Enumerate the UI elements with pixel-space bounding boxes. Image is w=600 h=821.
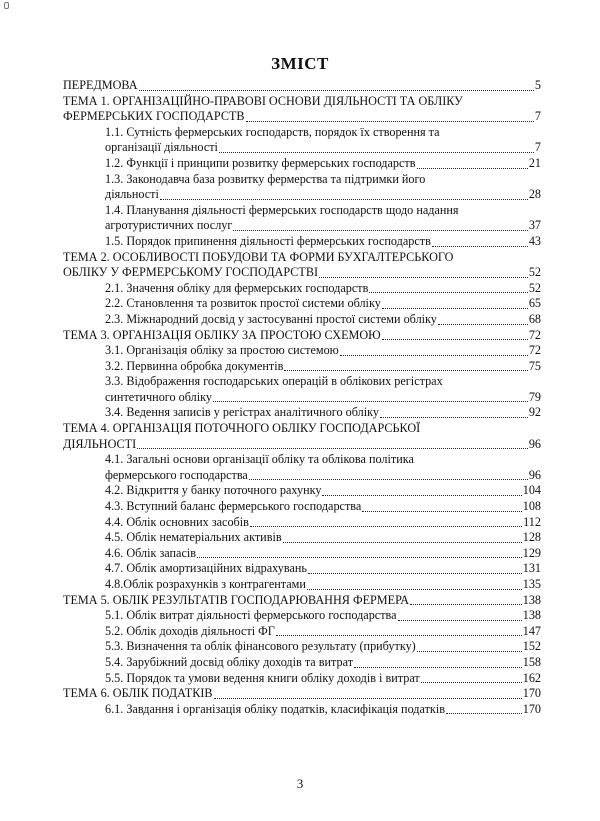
dot-leader — [382, 308, 528, 309]
toc-page-number: 131 — [522, 561, 541, 576]
toc-entry-text: 4.5. Облік нематеріальних активів — [105, 530, 282, 545]
toc-entry-text: фермерського господарства — [105, 467, 248, 482]
dot-leader — [283, 542, 522, 543]
toc-entry — [105, 374, 541, 405]
toc-page-number: 158 — [522, 654, 541, 669]
toc-entry — [63, 593, 541, 609]
toc-entry-text: ДІЯЛЬНОСТІ — [63, 436, 137, 451]
toc-entry — [63, 94, 541, 125]
toc-entry-text: 1.1. Сутність фермерських господарств, порядок їх створення та — [105, 124, 440, 139]
toc-page-number: 96 — [528, 467, 541, 482]
toc-entry-row — [63, 78, 541, 94]
toc-page-number: 104 — [522, 483, 541, 498]
toc-entry-row — [105, 312, 541, 328]
toc-page-number: 138 — [522, 608, 541, 623]
dot-leader — [398, 620, 522, 621]
toc-entry-row — [63, 437, 541, 453]
toc-entry-row — [105, 639, 541, 655]
dot-leader — [417, 651, 522, 652]
dot-leader — [354, 667, 522, 668]
toc-entry-row — [105, 405, 541, 421]
toc-entry-text: ОБЛІКУ У ФЕРМЕРСЬКОМУ ГОСПОДАРСТВІ — [63, 265, 319, 280]
dot-leader — [233, 230, 527, 231]
toc-page-number: 28 — [528, 187, 541, 202]
corner-mark — [4, 2, 9, 9]
toc-entry — [105, 343, 541, 359]
toc-entry — [105, 561, 541, 577]
toc-entry-text: ТЕМА 2. ОСОБЛИВОСТІ ПОБУДОВИ ТА ФОРМИ БУХГАЛТЕРСЬКОГО — [63, 249, 454, 264]
dot-leader — [319, 277, 528, 278]
dot-leader — [340, 355, 528, 356]
toc-entry-row — [63, 328, 541, 344]
dot-leader — [276, 635, 522, 636]
dot-leader — [362, 511, 521, 512]
dot-leader — [307, 589, 522, 590]
dot-leader — [137, 448, 528, 449]
toc-entry — [63, 78, 541, 94]
toc-entry-row — [63, 593, 541, 609]
page-number: 3 — [296, 776, 304, 791]
toc-page-number: 170 — [522, 701, 541, 716]
toc-entry-text: ТЕМА 4. ОРГАНІЗАЦІЯ ПОТОЧНОГО ОБЛІКУ ГОСПОДАРСЬКОЇ — [63, 421, 421, 436]
toc-entry-row — [105, 702, 541, 718]
toc-page-number: 52 — [528, 280, 541, 295]
toc-entry-text: 2.1. Значення обліку для фермерських господарств — [105, 280, 369, 295]
toc-entry-row — [105, 343, 541, 359]
toc-entry-text: 1.5. Порядок припинення діяльності фермерських господарств — [105, 233, 431, 248]
dot-leader — [250, 526, 522, 527]
toc-page-number: 7 — [534, 140, 541, 155]
toc-entry-row — [105, 499, 541, 515]
toc-page-number: 52 — [528, 265, 541, 280]
toc-page-number: 65 — [528, 296, 541, 311]
toc-entry — [105, 281, 541, 297]
toc-entry — [105, 530, 541, 546]
dot-leader — [197, 557, 522, 558]
toc-entry-row — [63, 686, 541, 702]
toc-entry-text: ТЕМА 3. ОРГАНІЗАЦІЯ ОБЛІКУ ЗА ПРОСТОЮ СХЕМОЮ — [63, 327, 381, 342]
toc-entry-row — [105, 655, 541, 671]
toc-entry-row — [105, 156, 541, 172]
dot-leader — [421, 682, 522, 683]
toc-entry-text: 4.6. Облік запасів — [105, 545, 197, 560]
toc-entry — [105, 203, 541, 234]
toc-entry — [105, 546, 541, 562]
toc-entry-text: синтетичного обліку — [105, 389, 212, 404]
toc-entry — [105, 702, 541, 718]
dot-leader — [219, 152, 534, 153]
toc-page-number: 152 — [522, 639, 541, 654]
dot-leader — [432, 246, 528, 247]
dot-leader — [160, 199, 528, 200]
toc-entry — [63, 421, 541, 452]
toc-entry-row — [105, 359, 541, 375]
toc-page-number: 128 — [522, 530, 541, 545]
toc-entry-text: 3.3. Відображення господарських операцій в облікових регістрах — [105, 374, 443, 389]
toc-entry-text: ФЕРМЕРСЬКИХ ГОСПОДАРСТВ — [63, 109, 245, 124]
toc-entry — [105, 405, 541, 421]
toc-entry-text: 4.3. Вступний баланс фермерського господарства — [105, 499, 362, 514]
toc-entry-text: організації діяльності — [105, 140, 218, 155]
toc-page-number: 170 — [522, 686, 541, 701]
toc-entry-row — [105, 218, 541, 234]
toc-entry-text: діяльності — [105, 187, 159, 202]
toc-page-number: 75 — [528, 358, 541, 373]
toc-page-number: 7 — [534, 109, 541, 124]
toc-entry-text: ПЕРЕДМОВА — [63, 78, 138, 92]
toc-entry-row — [105, 515, 541, 531]
toc-entry-row — [105, 296, 541, 312]
toc-entry-text: 5.1. Облік витрат діяльності фермерського господарства — [105, 608, 397, 623]
toc-entry — [105, 608, 541, 624]
toc-page-number: 68 — [528, 311, 541, 326]
dot-leader — [139, 90, 534, 91]
toc-entry-row — [105, 140, 541, 156]
toc-entry-text: 1.4. Планування діяльності фермерських господарств щодо надання — [105, 202, 459, 217]
toc-entry-text: 4.8.Облік розрахунків з контрагентами — [105, 577, 306, 591]
toc-entry-text: 5.2. Облік доходів діяльності ФГ — [105, 623, 275, 638]
toc-page-number: 162 — [522, 670, 541, 685]
toc-entry-text: 5.3. Визначення та облік фінансового результату (прибутку) — [105, 639, 416, 654]
toc-entry — [105, 483, 541, 499]
toc-entry — [105, 312, 541, 328]
dot-leader — [382, 339, 528, 340]
dot-leader — [214, 698, 522, 699]
toc-entry-row — [63, 109, 541, 125]
toc-entry-row — [105, 530, 541, 546]
toc-entry-row — [105, 546, 541, 562]
toc-page-number: 108 — [522, 499, 541, 514]
toc-page-number: 72 — [528, 343, 541, 358]
toc-entry — [105, 515, 541, 531]
toc-entry-text: 4.2. Відкриття у банку поточного рахунку — [105, 483, 322, 498]
toc-entry — [63, 250, 541, 281]
dot-leader — [446, 713, 522, 714]
toc-entry — [105, 624, 541, 640]
toc-entry-text: 1.3. Законодавча база розвитку фермерства та підтримки його — [105, 171, 426, 186]
toc-entry-text: 6.1. Завдання і організація обліку податків, класифікація податків — [105, 701, 445, 716]
toc-entry-text: агротуристичних послуг — [105, 218, 233, 233]
toc-entry — [105, 296, 541, 312]
dot-leader — [322, 495, 521, 496]
toc-entry-row — [105, 187, 541, 203]
dot-leader — [213, 401, 528, 402]
toc-entry-row — [105, 671, 541, 687]
dot-leader — [249, 479, 528, 480]
toc-entry-text: 2.3. Міжнародний досвід у застосуванні простої системи обліку — [105, 311, 437, 326]
dot-leader — [308, 573, 522, 574]
toc-entry — [105, 234, 541, 250]
toc-entry-text: 4.1. Загальні основи організації обліку та облікова політика — [105, 452, 414, 467]
toc-entry-text: 1.2. Функції і принципи розвитку фермерських господарств — [105, 155, 416, 170]
toc-entry-row — [105, 483, 541, 499]
toc-entry-row — [105, 624, 541, 640]
toc-entry — [105, 172, 541, 203]
toc-entry-text: 3.4. Ведення записів у регістрах аналітичного обліку — [105, 405, 379, 420]
toc-entry — [105, 125, 541, 156]
toc-entry-row — [105, 561, 541, 577]
toc-page-number: 79 — [528, 389, 541, 404]
toc-page-number: 37 — [528, 218, 541, 233]
toc-entry — [63, 328, 541, 344]
toc-entry-text: 4.4. Облік основних засобів — [105, 514, 249, 529]
table-of-contents — [63, 78, 541, 717]
toc-entry-text: 3.1. Організація обліку за простою системою — [105, 343, 339, 358]
toc-entry-text: 5.5. Порядок та умови ведення книги обліку доходів і витрат — [105, 670, 420, 685]
toc-page-number: 5 — [534, 78, 541, 92]
toc-entry — [105, 671, 541, 687]
toc-entry-text: 2.2. Становлення та розвиток простої системи обліку — [105, 296, 381, 311]
toc-page-number: 21 — [528, 155, 541, 170]
toc-entry — [105, 577, 541, 593]
toc-entry — [105, 499, 541, 515]
toc-entry-text: ТЕМА 6. ОБЛІК ПОДАТКІВ — [63, 686, 213, 701]
dot-leader — [246, 121, 534, 122]
toc-entry-row — [105, 608, 541, 624]
toc-page-number: 72 — [528, 327, 541, 342]
toc-entry — [105, 655, 541, 671]
toc-entry — [105, 452, 541, 483]
toc-entry-row — [105, 577, 541, 593]
dot-leader — [284, 370, 527, 371]
toc-entry — [63, 686, 541, 702]
toc-page-number: 112 — [523, 514, 541, 529]
toc-entry-text: 5.4. Зарубіжний досвід обліку доходів та витрат — [105, 654, 354, 669]
toc-entry-row — [105, 234, 541, 250]
toc-page-number: 129 — [522, 545, 541, 560]
toc-entry-text: 4.7. Облік амортизаційних відрахувань — [105, 561, 307, 576]
toc-entry-text: ТЕМА 5. ОБЛІК РЕЗУЛЬТАТІВ ГОСПОДАРЮВАННЯ ФЕРМЕРА — [63, 592, 410, 607]
toc-page-number: 92 — [528, 405, 541, 420]
dot-leader — [369, 292, 527, 293]
toc-page-number: 138 — [522, 592, 541, 607]
toc-page-number: 96 — [528, 436, 541, 451]
dot-leader — [380, 417, 528, 418]
toc-entry — [105, 639, 541, 655]
dot-leader — [438, 324, 528, 325]
toc-entry-text: ТЕМА 1. ОРГАНІЗАЦІЙНО-ПРАВОВІ ОСНОВИ ДІЯЛЬНОСТІ ТА ОБЛІКУ — [63, 93, 463, 108]
dot-leader — [410, 604, 522, 605]
toc-page-number: 135 — [522, 577, 541, 591]
toc-page-number: 147 — [522, 623, 541, 638]
toc-entry — [105, 156, 541, 172]
toc-entry-row — [105, 390, 541, 406]
toc-entry-row — [105, 281, 541, 297]
dot-leader — [417, 168, 528, 169]
toc-entry-row — [63, 265, 541, 281]
toc-entry-text: 3.2. Первинна обробка документів — [105, 358, 284, 373]
toc-entry-row — [105, 468, 541, 484]
toc-entry — [105, 359, 541, 375]
page-title: ЗМІСТ — [271, 54, 329, 73]
toc-page-number: 43 — [528, 233, 541, 248]
